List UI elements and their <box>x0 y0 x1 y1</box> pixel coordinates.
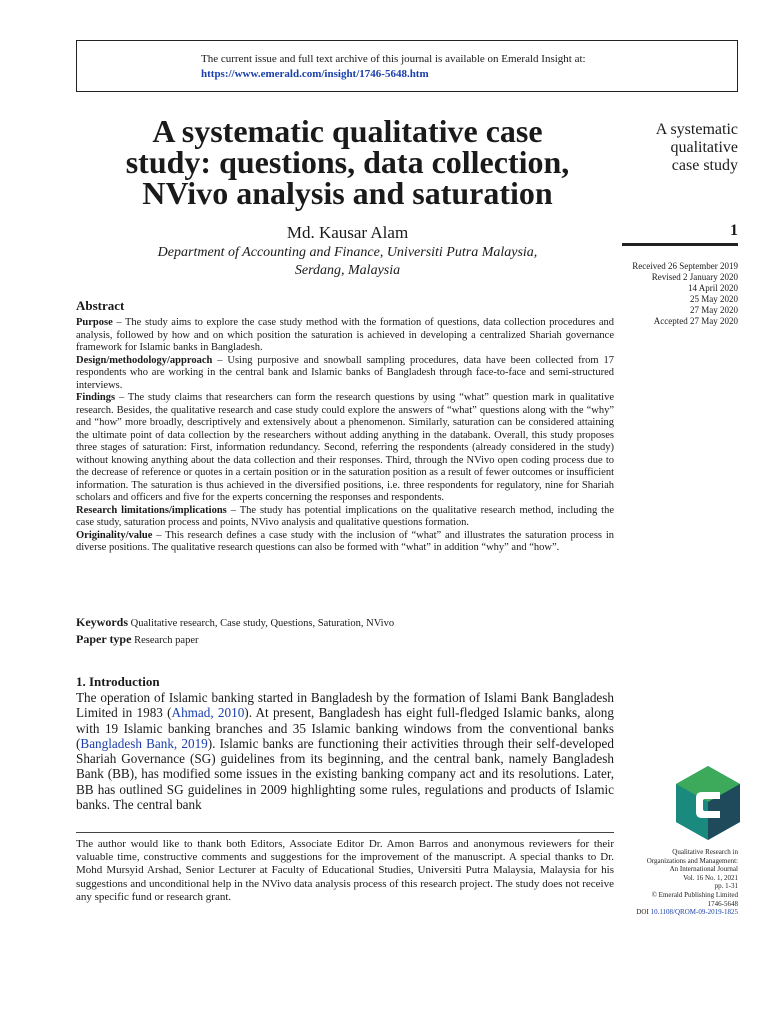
findings-label: Findings <box>76 392 116 403</box>
footnote-rule <box>76 832 614 833</box>
abstract-findings <box>76 392 614 505</box>
doi-label: DOI <box>636 908 651 917</box>
originality-text: – This research defines a case study with the inclusion of “what” and illustrates the saturation process in diverse positions. The qualitative research questions can also be formed with “what” in addition “why” and “how”. <box>76 529 614 553</box>
abstract-heading: Abstract <box>76 298 125 313</box>
keywords-text: Qualitative research, Case study, Questions, Saturation, NVivo <box>128 618 395 629</box>
abstract-purpose <box>76 317 614 355</box>
date-line: 25 May 2020 <box>690 294 738 304</box>
date-line: 27 May 2020 <box>690 305 738 315</box>
design-label: Design/methodology/approach <box>76 354 213 366</box>
journal-line: An International Journal <box>669 865 738 874</box>
journal-line: Qualitative Research in <box>672 848 738 856</box>
limitations-label: Research limitations/implications <box>76 504 227 516</box>
paper-type <box>76 633 614 648</box>
paper-type-label: Paper type <box>76 632 132 646</box>
date-line: 14 April 2020 <box>687 283 738 293</box>
intro-text: ). At present, Bangladesh has eight full-fledged Islamic banks, along with 19 Islamic banking branches and 35 Islamic banking windows from the conventional banks ( <box>76 705 614 751</box>
journal-info <box>606 848 738 917</box>
findings-text: – The study claims that researchers can form the research questions by using “what” question mark in qualitative research. Besides, the qualitative research and case study could explore the answers of “what” questions along with the “why” and “how” more broadly, descriptively and extensively about a phenomenon. Similarly, saturation can be considered attaining the ultimate point of data collection by the researchers without adding anything in the databank. Overall, this study proposes three stages of saturation: First, information redundancy. Second, referring the respondents (already considered in the study) without knowing anything about the data collection and their responses. Third, through the NVivo open coding process due to the decrease of reference or quotes in a certain position or in the saturation position as a result of fewer outcomes or insufficient information. The saturation is thus achieved in the diversified positions, i.e. three respondents for regulatory, nine for Shariah scholars and officers and five for the experts concerning the responses and respondents. <box>76 392 614 503</box>
journal-logo-icon <box>676 766 740 840</box>
citation-link[interactable]: Bangladesh Bank, 2019 <box>80 735 208 751</box>
journal-line: pp. 1-31 <box>714 882 738 891</box>
journal-line: © Emerald Publishing Limited <box>651 890 738 899</box>
date-line: Revised 2 January 2020 <box>651 272 738 282</box>
archive-url-link[interactable]: https://www.emerald.com/insight/1746-5648.htm <box>201 68 429 80</box>
running-title-line: case study <box>671 157 738 174</box>
originality-label: Originality/value <box>76 529 153 541</box>
running-title-line: qualitative <box>670 139 738 156</box>
purpose-text: – The study aims to explore the case study method with the formation of questions, data collection procedures and analysis, followed by how and on which position the saturation is achieved in developing a centralized Shariah governance framework for Islamic banks in Bangladesh. <box>76 317 614 353</box>
citation-link[interactable]: Ahmad, 2010 <box>171 705 245 721</box>
author-name: Md. Kausar Alam <box>286 223 409 242</box>
introduction-body <box>76 690 614 812</box>
keywords <box>76 616 614 631</box>
archive-notice-text: The current issue and full text archive of this journal is available on Emerald Insight at: <box>201 53 586 65</box>
abstract-limitations <box>76 505 614 530</box>
abstract-originality <box>76 530 614 555</box>
purpose-label: Purpose <box>76 317 113 328</box>
sidebar-rule <box>622 243 738 246</box>
paper-type-text: Research paper <box>131 635 199 646</box>
limitations-text: – The study has potential implications on the qualitative research method, including the case study, saturation process and points, NVivo analysis and qualitative questions formation. <box>76 504 614 528</box>
title-line: NVivo analysis and saturation <box>142 175 553 211</box>
keywords-label: Keywords <box>76 615 128 629</box>
article-title <box>76 113 619 211</box>
archive-notice-box <box>76 40 738 92</box>
title-line: study: questions, data collection, <box>125 144 570 180</box>
acknowledgement-footnote: The author would like to thank both Editors, Associate Editor Dr. Amon Barros and anonymous reviewers for their valuable time, constructive comments and suggestions for the improvement of the manuscript. A special thanks to Dr. Mohd Mursyid Arshad, Senior Lecturer at Faculty of Educational Studies, Universiti Putra Malaysia, Malaysia for his suggestions and unconditional help in the NVivo data analysis process of this research project. The study does not receive any specific fund or research grant. <box>76 838 614 903</box>
date-line: Received 26 September 2019 <box>632 261 738 271</box>
date-line: Accepted 27 May 2020 <box>653 316 738 326</box>
abstract-body <box>76 317 614 555</box>
journal-line: Vol. 16 No. 1, 2021 <box>683 873 738 882</box>
introduction-heading: 1. Introduction <box>76 674 160 689</box>
affiliation-line: Serdang, Malaysia <box>294 263 401 278</box>
doi-line <box>606 908 738 917</box>
title-line: A systematic qualitative case <box>152 113 543 149</box>
page-number: 1 <box>730 222 738 239</box>
author-affiliation <box>76 244 619 280</box>
intro-text: ). Islamic banks are functioning their activities through their self-developed Shariah Governance (SG) guidelines from its beginning, and the central bank, namely Bangladesh Bank (BB), has modified some issues in the existing banking company act and its resolutions. Later, BB has outlined SG guidelines in 2009 highlighting some rules, regulations and products of Islamic banks. The central bank <box>76 735 614 813</box>
journal-line: Organizations and Management: <box>646 856 738 865</box>
design-text: – Using purposive and snowball sampling procedures, data have been collected from 17 respondents who are working in the central bank and Islamic banks of Bangladesh through face-to-face and semi-structured interviews. <box>76 354 614 391</box>
running-title-line: A systematic <box>655 121 738 138</box>
abstract-design <box>76 355 614 393</box>
intro-text: The operation of Islamic banking started in Bangladesh by the formation of Islami Bank Bangladesh Limited in 1983 ( <box>76 690 614 721</box>
affiliation-line: Department of Accounting and Finance, Universiti Putra Malaysia, <box>157 245 538 260</box>
journal-line: 1746-5648 <box>707 899 738 908</box>
running-title <box>622 121 738 175</box>
submission-dates <box>606 261 738 327</box>
doi-link[interactable]: 10.1108/QROM-09-2019-1825 <box>650 908 738 917</box>
